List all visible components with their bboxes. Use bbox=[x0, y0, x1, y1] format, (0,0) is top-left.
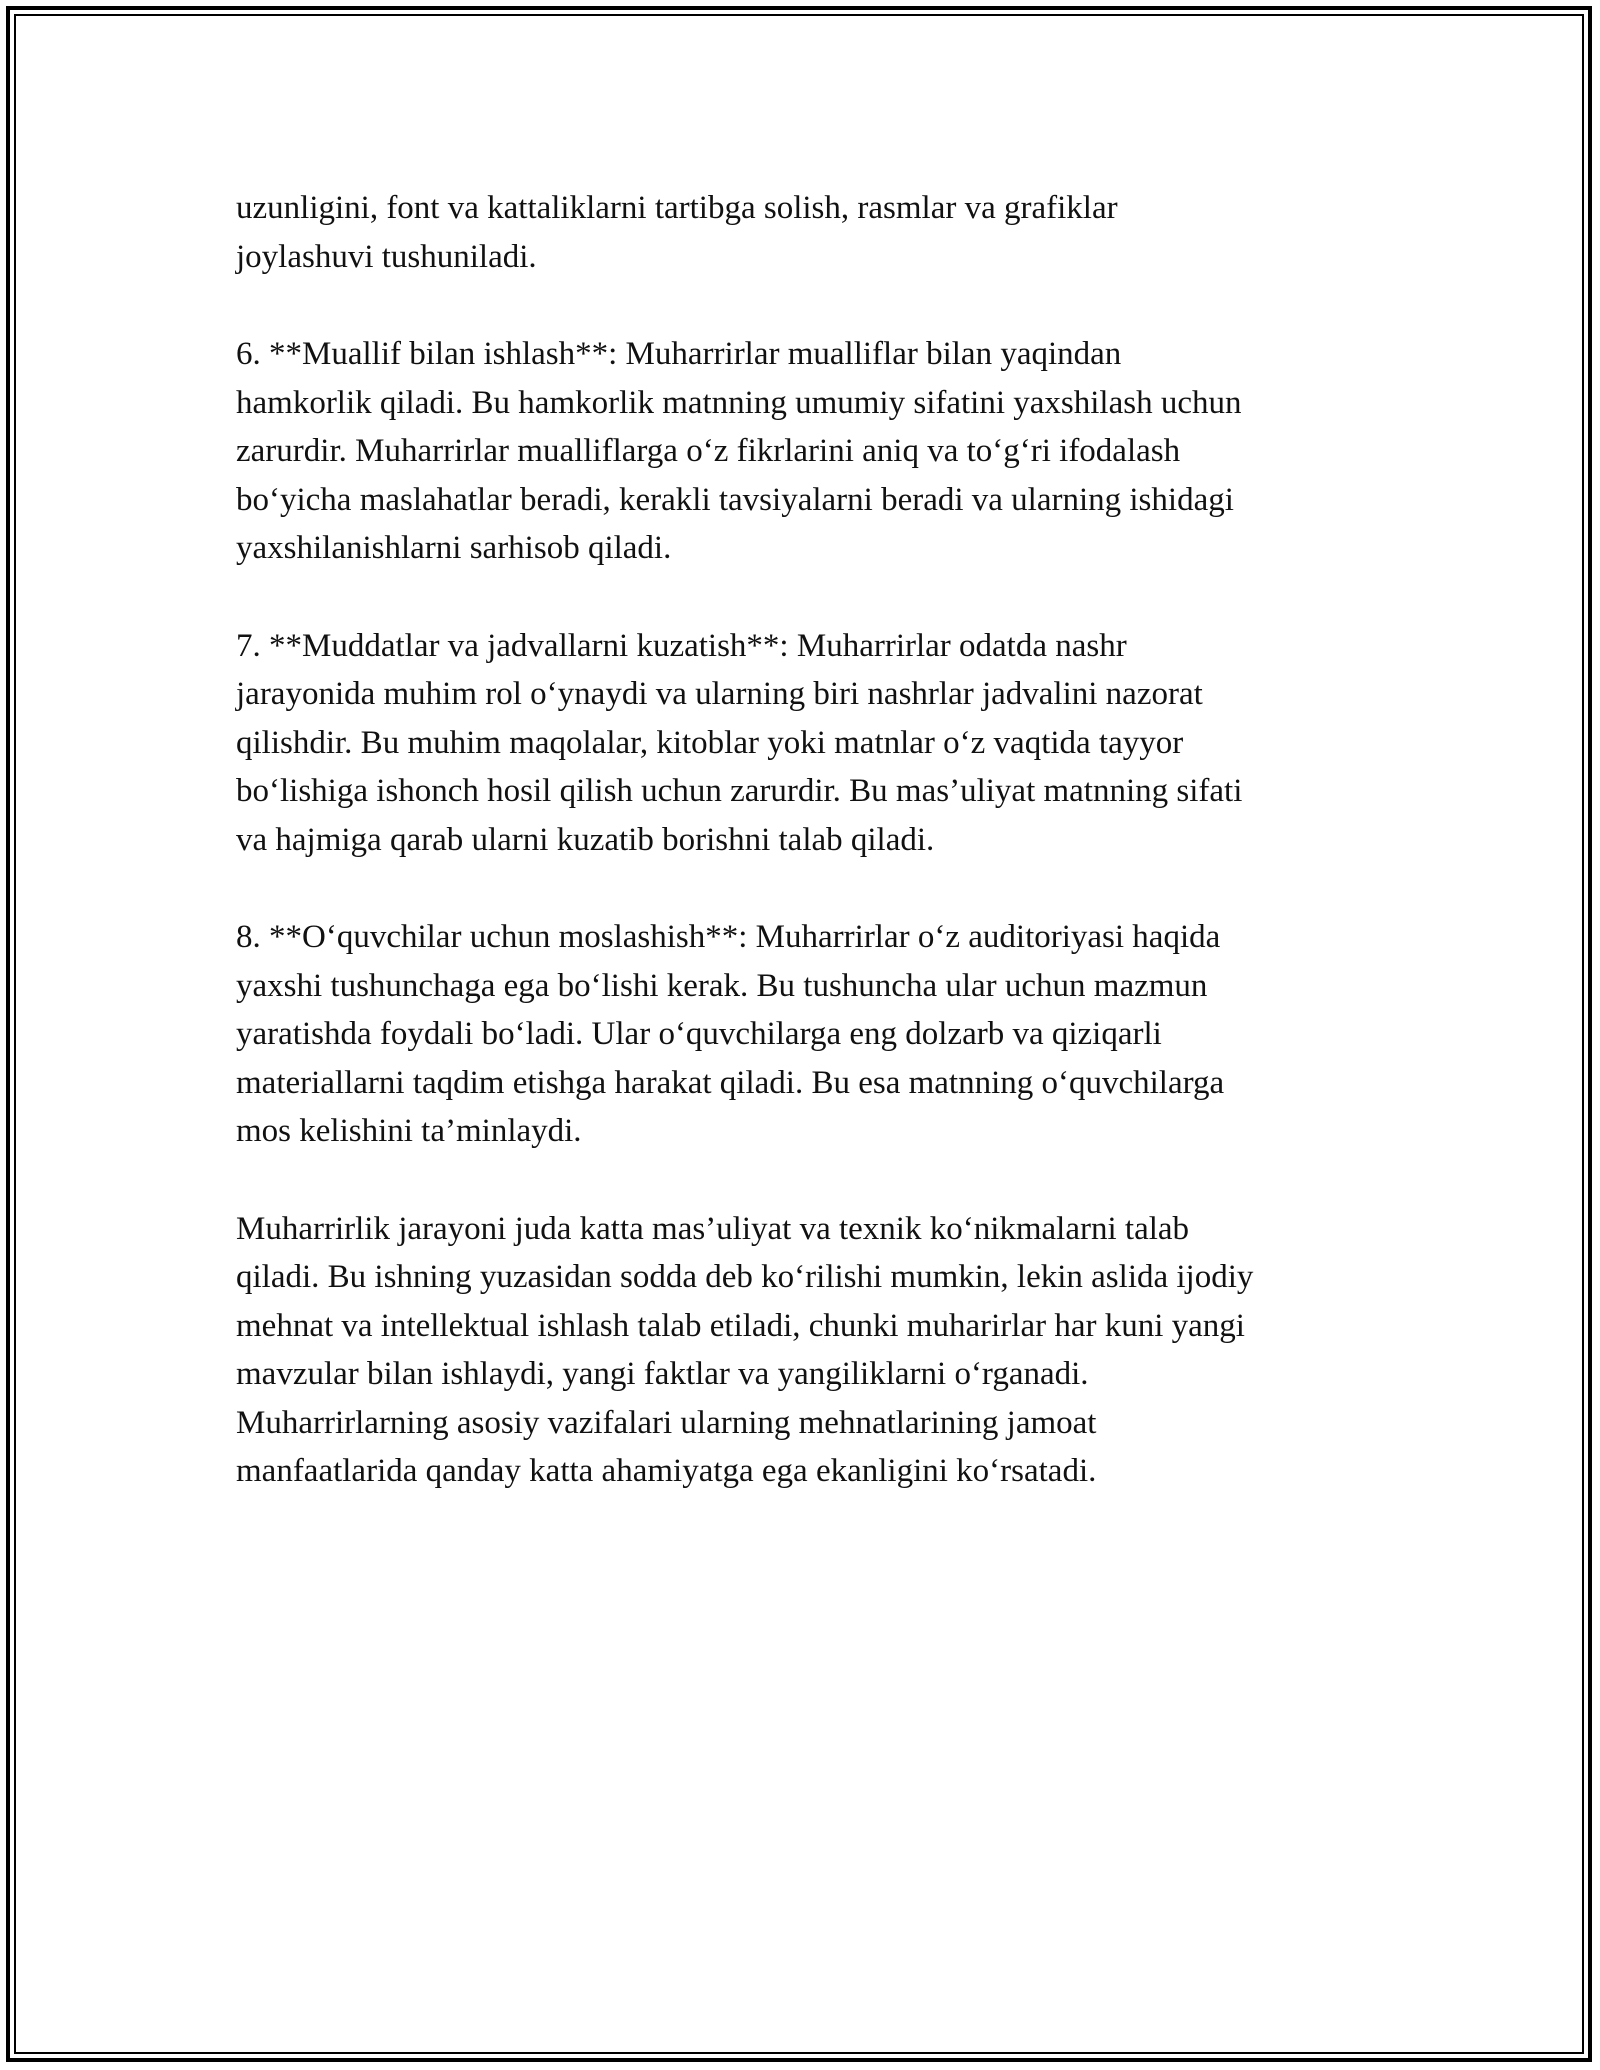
text-line: 6. **Muallif bilan ishlash**: Muharrirlar mualliflar bilan yaqindan bbox=[236, 336, 1122, 372]
text-line: Muharrirlik jarayoni juda katta mas’uliyat va texnik ko‘nikmalarni talab bbox=[236, 1210, 1190, 1247]
text-line: mehnat va intellektual ishlash talab etiladi, chunki muharirlar har kuni yangi bbox=[236, 1307, 1245, 1344]
paragraph-item-7-deadlines bbox=[236, 622, 1386, 865]
text-line: yaxshilanishlarni sarhisob qiladi. bbox=[236, 530, 672, 566]
text-line: Muharrirlarning asosiy vazifalari ularning mehnatlarining jamoat bbox=[236, 1404, 1097, 1441]
paragraph-conclusion bbox=[236, 1205, 1386, 1496]
document-body bbox=[236, 184, 1386, 1545]
paragraph-item-8-readers bbox=[236, 913, 1386, 1156]
text-line: zarurdir. Muharrirlar mualliflarga o‘z fikrlarini aniq va to‘g‘ri ifodalash bbox=[236, 433, 1181, 469]
text-line: materiallarni taqdim etishga harakat qiladi. Bu esa matnning o‘quvchilarga bbox=[236, 1064, 1225, 1101]
text-line: mavzular bilan ishlaydi, yangi faktlar va yangiliklarni o‘rganadi. bbox=[236, 1356, 1089, 1392]
text-line: 8. **O‘quvchilar uchun moslashish**: Muharrirlar o‘z auditoriyasi haqida bbox=[236, 919, 1221, 955]
text-line: mos kelishini ta’minlaydi. bbox=[236, 1113, 582, 1149]
text-line: yaratishda foydali bo‘ladi. Ular o‘quvchilarga eng dolzarb va qiziqarli bbox=[236, 1016, 1162, 1052]
paragraph-item-6-author-work bbox=[236, 330, 1386, 573]
text-line: 7. **Muddatlar va jadvallarni kuzatish**: Muharrirlar odatda nashr bbox=[236, 627, 1127, 664]
text-line: jarayonida muhim rol o‘ynaydi va ularning biri nashrlar jadvalini nazorat bbox=[236, 676, 1203, 712]
text-line: hamkorlik qiladi. Bu hamkorlik matnning umumiy sifatini yaxshilash uchun bbox=[236, 384, 1242, 421]
text-line: bo‘yicha maslahatlar beradi, kerakli tavsiyalarni beradi va ularning ishidagi bbox=[236, 481, 1234, 518]
paragraph-layout-continuation bbox=[236, 184, 1386, 281]
text-line: va hajmiga qarab ularni kuzatib borishni talab qiladi. bbox=[236, 821, 935, 858]
text-line: qiladi. Bu ishning yuzasidan sodda deb ko‘rilishi mumkin, lekin aslida ijodiy bbox=[236, 1259, 1254, 1295]
text-line: yaxshi tushunchaga ega bo‘lishi kerak. Bu tushuncha ular uchun mazmun bbox=[236, 967, 1208, 1004]
text-line: uzunligini, font va kattaliklarni tartibga solish, rasmlar va grafiklar bbox=[236, 190, 1118, 226]
text-line: manfaatlarida qanday katta ahamiyatga ega ekanligini ko‘rsatadi. bbox=[236, 1453, 1097, 1489]
text-line: joylashuvi tushuniladi. bbox=[236, 238, 537, 275]
text-line: bo‘lishiga ishonch hosil qilish uchun zarurdir. Bu mas’uliyat matnning sifati bbox=[236, 773, 1243, 809]
text-line: qilishdir. Bu muhim maqolalar, kitoblar yoki matnlar o‘z vaqtida tayyor bbox=[236, 724, 1184, 761]
